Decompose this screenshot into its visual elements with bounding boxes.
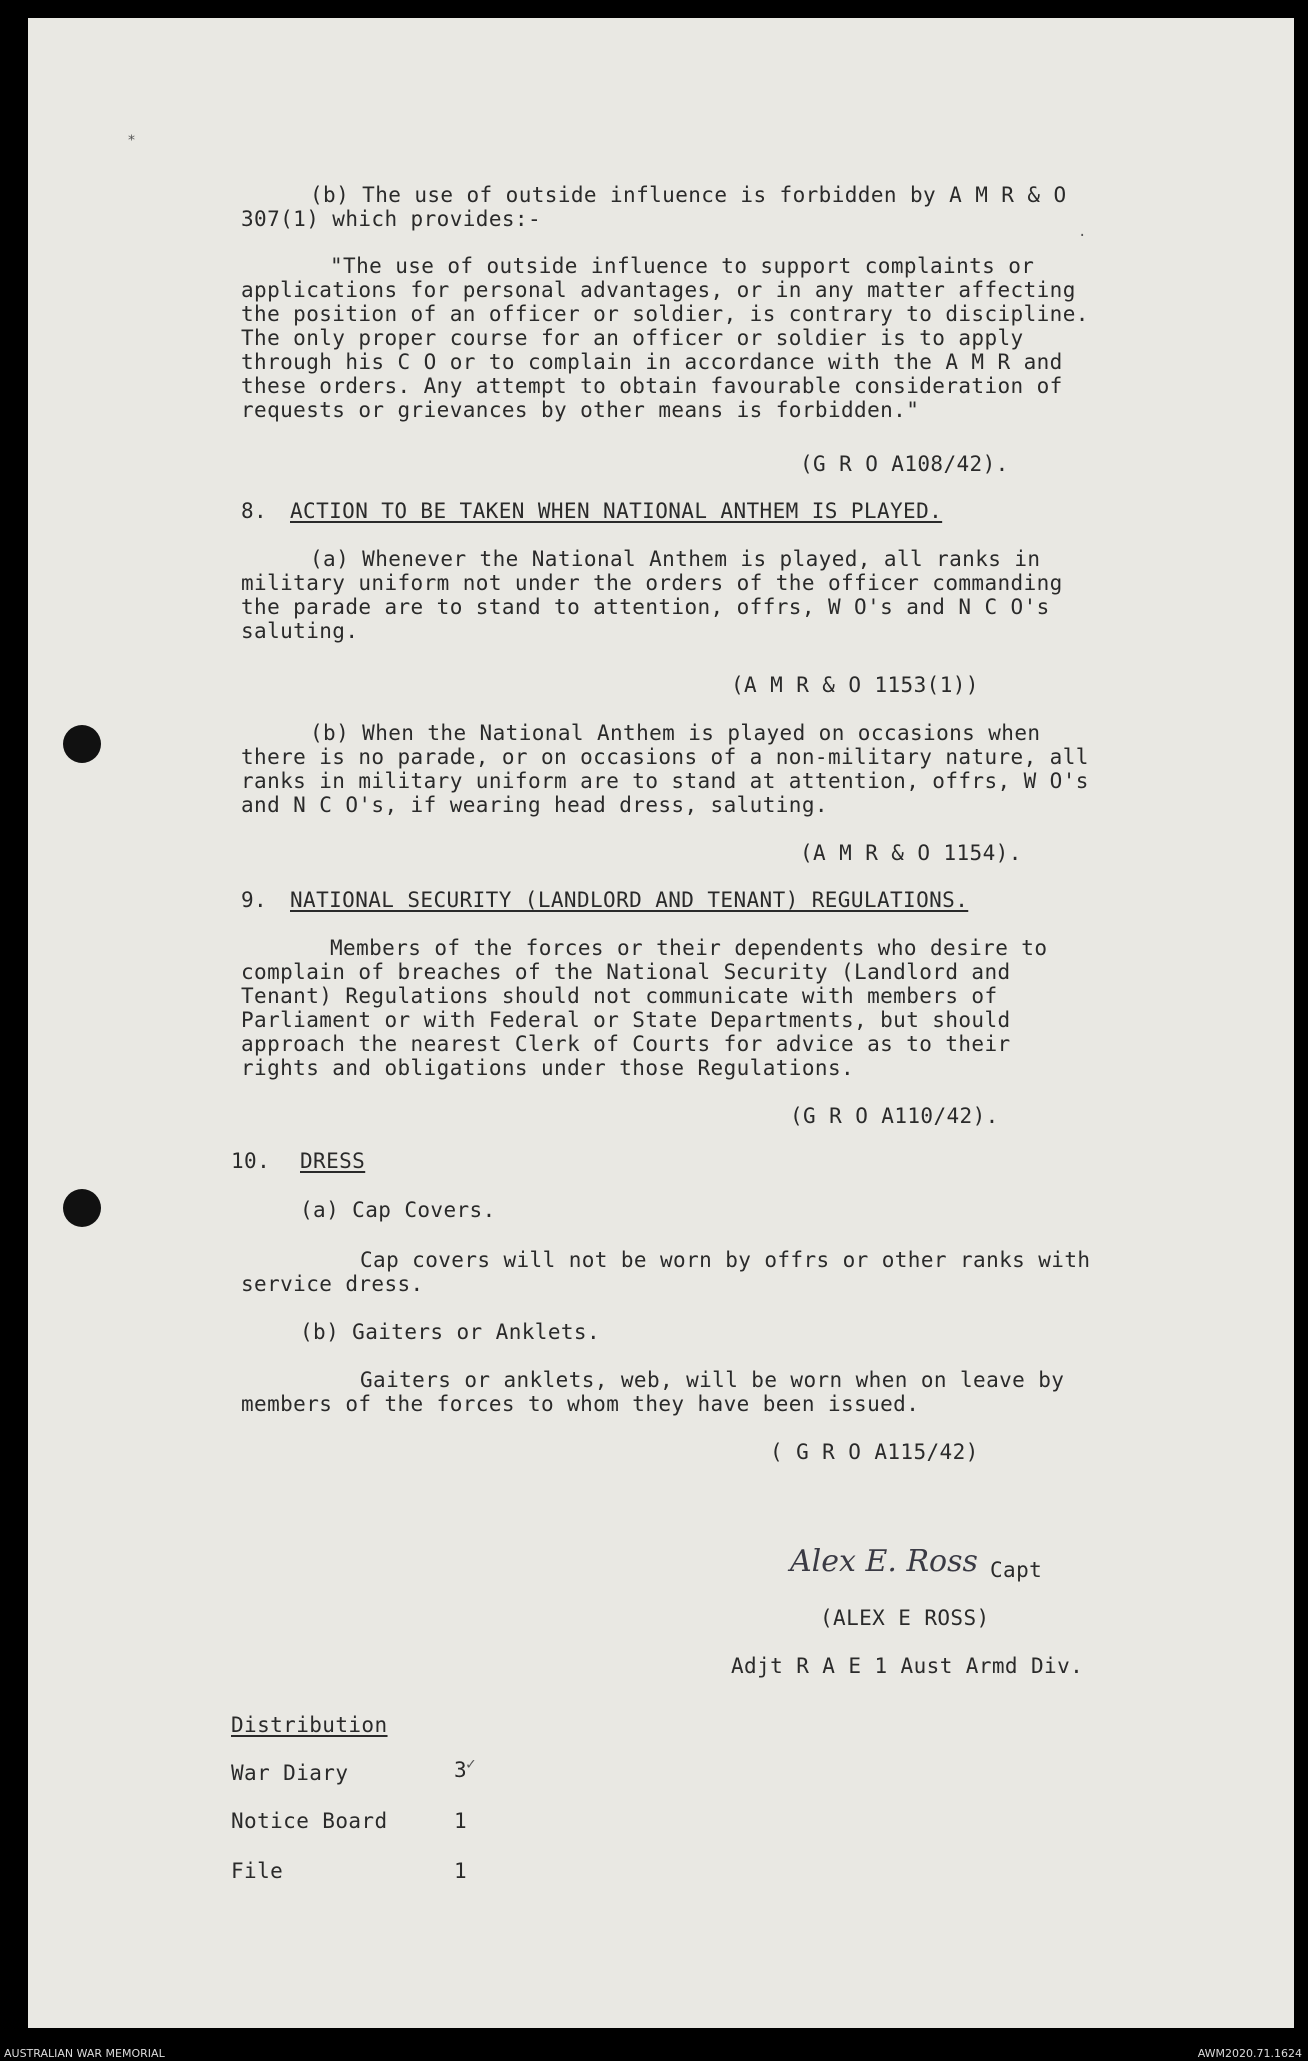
quote-line: The only proper course for an officer or soldier is to apply <box>241 326 1024 350</box>
reference-amro-1153: (A M R & O 1153(1)) <box>731 673 979 697</box>
section-9-line: Members of the forces or their dependents who desire to <box>330 936 1048 960</box>
section-8-number: 8. <box>241 499 268 523</box>
quote-line: these orders. Any attempt to obtain favourable consideration of <box>241 374 1063 398</box>
para-b-influence-line: 307(1) which provides:- <box>241 207 541 231</box>
section-10-sub-a-line: service dress. <box>241 1272 424 1296</box>
footer-right: AWM2020.71.1624 <box>1197 2047 1302 2060</box>
distribution-item-qty: 1 <box>454 1809 468 1833</box>
paper-blemish: · <box>1078 228 1087 244</box>
punch-hole-upper <box>63 725 101 763</box>
section-10-sub-b-line: Gaiters or anklets, web, will be worn when on leave by <box>360 1368 1065 1392</box>
quote-line: "The use of outside influence to support complaints or <box>330 254 1035 278</box>
quote-line: the position of an officer or soldier, is contrary to discipline. <box>241 302 1089 326</box>
section-9-number: 9. <box>241 888 268 912</box>
section-9-line: complain of breaches of the National Security (Landlord and <box>241 960 1011 984</box>
reference-gro-a110: (G R O A110/42). <box>790 1104 999 1128</box>
section-10-sub-a-line: Cap covers will not be worn by offrs or other ranks with <box>360 1248 1091 1272</box>
section-8-para-b-line: and N C O's, if wearing head dress, saluting. <box>241 793 828 817</box>
distribution-item-name: War Diary <box>231 1761 349 1785</box>
staple-mark: ⁎ <box>128 128 135 144</box>
section-8-para-a-line: (a) Whenever the National Anthem is played, all ranks in <box>310 547 1041 571</box>
para-b-influence-line: (b) The use of outside influence is forbidden by A M R & O <box>310 183 1067 207</box>
section-10-sub-b-line: members of the forces to whom they have been issued. <box>241 1392 920 1416</box>
footer-left: AUSTRALIAN WAR MEMORIAL <box>4 2047 165 2060</box>
distribution-item-name: Notice Board <box>231 1809 388 1833</box>
section-9-heading: NATIONAL SECURITY (LANDLORD AND TENANT) REGULATIONS. <box>290 888 969 912</box>
distribution-item-name: File <box>231 1859 284 1883</box>
punch-hole-lower <box>63 1189 101 1227</box>
quote-line: requests or grievances by other means is forbidden." <box>241 398 920 422</box>
handwritten-signature: Alex E. Ross <box>790 1544 978 1579</box>
document-page <box>28 18 1294 2028</box>
section-8-para-b-line: (b) When the National Anthem is played on occasions when <box>310 721 1041 745</box>
section-9-line: rights and obligations under those Regulations. <box>241 1056 855 1080</box>
signature-rank: Capt <box>990 1558 1043 1582</box>
section-9-line: Parliament or with Federal or State Departments, but should <box>241 1008 1011 1032</box>
section-10-sub-b-title: (b) Gaiters or Anklets. <box>300 1320 600 1344</box>
section-8-para-b-line: ranks in military uniform are to stand at attention, offrs, W O's <box>241 769 1089 793</box>
distribution-item-qty: 3 <box>454 1758 468 1782</box>
handwritten-tick-icon: ✓ <box>466 1754 476 1773</box>
reference-gro-a108: (G R O A108/42). <box>800 452 1009 476</box>
section-9-line: approach the nearest Clerk of Courts for advice as to their <box>241 1032 1011 1056</box>
section-8-para-a-line: saluting. <box>241 619 359 643</box>
section-8-para-a-line: military uniform not under the orders of the officer commanding <box>241 571 1063 595</box>
signatory-title: Adjt R A E 1 Aust Armd Div. <box>731 1654 1084 1678</box>
quote-line: applications for personal advantages, or in any matter affecting <box>241 278 1076 302</box>
section-10-heading: DRESS <box>300 1149 366 1173</box>
section-9-line: Tenant) Regulations should not communicate with members of <box>241 984 998 1008</box>
reference-amro-1154: (A M R & O 1154). <box>800 841 1022 865</box>
section-10-number: 10. <box>231 1149 271 1173</box>
section-8-para-a-line: the parade are to stand to attention, offrs, W O's and N C O's <box>241 595 1050 619</box>
distribution-heading: Distribution <box>231 1713 388 1737</box>
section-10-sub-a-title: (a) Cap Covers. <box>300 1198 496 1222</box>
quote-line: through his C O or to complain in accordance with the A M R and <box>241 350 1063 374</box>
section-8-heading: ACTION TO BE TAKEN WHEN NATIONAL ANTHEM IS PLAYED. <box>290 499 943 523</box>
section-8-para-b-line: there is no parade, or on occasions of a non-military nature, all <box>241 745 1089 769</box>
signatory-name: (ALEX E ROSS) <box>820 1606 990 1630</box>
reference-gro-a115: ( G R O A115/42) <box>770 1440 979 1464</box>
distribution-item-qty: 1 <box>454 1859 468 1883</box>
